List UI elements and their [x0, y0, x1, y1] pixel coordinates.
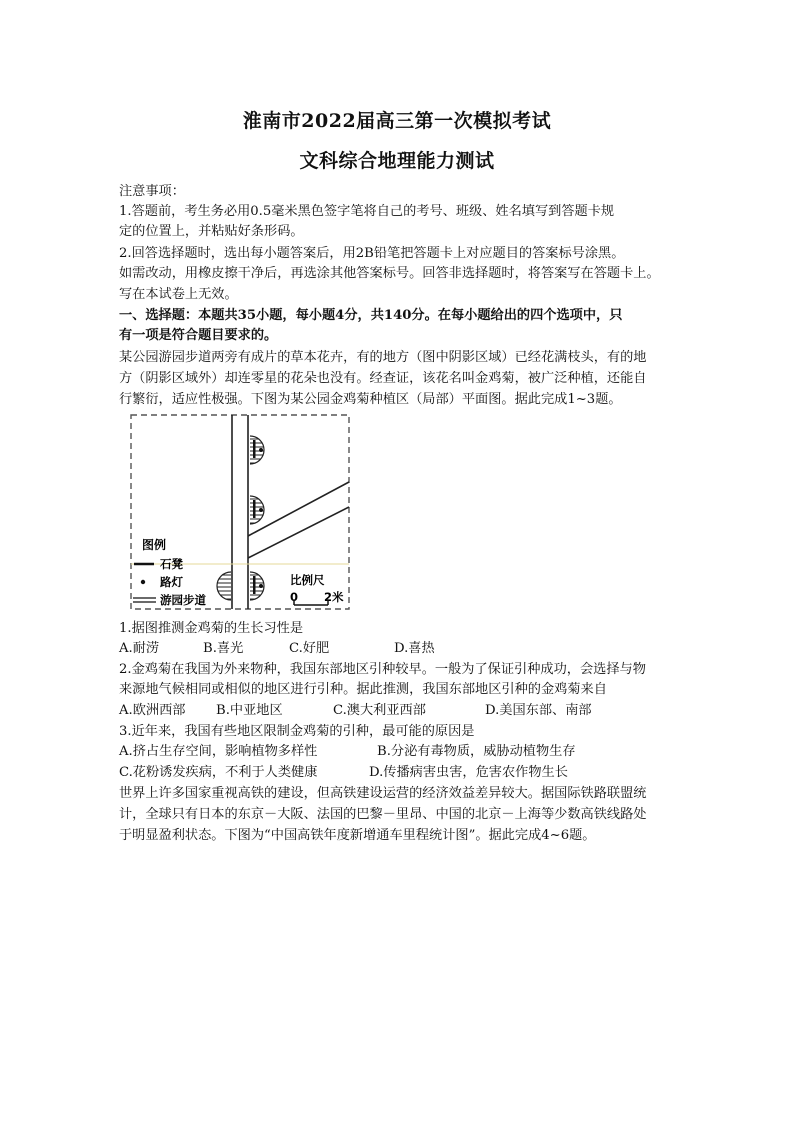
notice-item-1: 1.答题前，考生务必用0.5毫米黑色签字笔将自己的考号、班级、姓名填写到答题卡规 [119, 204, 615, 219]
q3-option-c: C.花粉诱发疾病，不利于人类健康 [119, 765, 318, 780]
section-heading-cont: 有一项是符合题目要求的。 [119, 328, 278, 343]
q1-option-c: C.好肥 [289, 641, 330, 656]
notice-item-2-end: 写在本试卷上无效。 [119, 287, 238, 302]
scale-title: 比例尺 [290, 573, 325, 587]
q3-option-d: D.传播病害虫害，危害农作物生长 [369, 765, 568, 780]
q2-option-b: B.中亚地区 [216, 703, 283, 718]
question-3-options-row2 [119, 763, 679, 783]
q1-option-a: A.耐涝 [119, 641, 160, 656]
question-2-stem-cont: 来源地气候相同或相似的地区进行引种。据此推测，我国东部地区引种的金鸡菊来自 [119, 682, 607, 697]
passage-2-line: 世界上许多国家重视高铁的建设，但高铁建设运营的经济效益差异较大。据国际铁路联盟统 [119, 786, 647, 801]
q3-option-a: A.挤占生存空间，影响植物多样性 [119, 744, 318, 759]
passage-2-line: 计，全球只有日本的东京－大阪、法国的巴黎－里昂、中国的北京－上海等少数高铁线路处 [119, 807, 647, 822]
question-1-stem: 1.据图推测金鸡菊的生长习性是 [119, 621, 304, 636]
scale-zero: 0 [290, 590, 299, 604]
flower-area-shaded [248, 439, 268, 463]
lamp-symbol [259, 508, 263, 512]
flower-area-shaded [248, 575, 268, 599]
q1-option-b: B.喜光 [203, 641, 244, 656]
exam-subtitle: 文科综合地理能力测试 [299, 150, 495, 172]
passage-1-line: 行繁衍，适应性极强。下图为某公园金鸡菊种植区（局部）平面图。据此完成1~3题。 [119, 392, 622, 407]
question-2-options [119, 701, 679, 721]
lamp-symbol [259, 448, 263, 452]
notice-heading: 注意事项： [119, 184, 185, 199]
question-1-options [119, 639, 679, 659]
q2-option-d: D.美国东部、南部 [485, 703, 592, 718]
question-3-options-row1 [119, 742, 679, 762]
branch-path-edge [248, 482, 349, 536]
q3-option-b: B.分泌有毒物质，威胁动植物生存 [377, 744, 576, 759]
legend-title: 图例 [142, 538, 167, 552]
notice-item-2: 2.回答选择题时，选出每小题答案后，用2B铅笔把答题卡上对应题目的答案标号涂黑。 [119, 246, 625, 261]
park-plan-map [128, 412, 352, 612]
notice-item-1-cont: 定的位置上，并粘贴好条形码。 [119, 224, 304, 239]
legend-path-label: 游园步道 [160, 593, 206, 607]
q2-option-a: A.欧洲西部 [119, 703, 186, 718]
passage-1-line: 方（阴影区域外）却连零星的花朵也没有。经查证，该花名叫金鸡菊，被广泛种植，还能自 [119, 371, 647, 386]
bench-symbol [253, 440, 256, 458]
flower-area-shaded [248, 499, 268, 523]
question-3-stem: 3.近年来，我国有些地区限制金鸡菊的引种，最可能的原因是 [119, 724, 475, 739]
lamp-symbol [259, 584, 263, 588]
section-heading: 一、选择题：本题共35小题，每小题4分，共140分。在每小题给出的四个选项中，只 [119, 308, 623, 323]
q1-option-d: D.喜热 [394, 641, 435, 656]
q2-option-c: C.澳大利亚西部 [333, 703, 426, 718]
bench-symbol [253, 500, 256, 518]
legend-bench-label: 石凳 [160, 557, 183, 571]
notice-item-2-cont: 如需改动，用橡皮擦干净后，再选涂其他答案标号。回答非选择题时，将答案写在答题卡上。 [119, 266, 660, 281]
passage-1-line: 某公园游园步道两旁有成片的草本花卉，有的地方（图中阴影区域）已经花满枝头，有的地 [119, 350, 647, 365]
exam-title: 淮南市2022届高三第一次模拟考试 [242, 110, 552, 132]
bench-symbol [253, 576, 256, 594]
legend-lamp-icon [141, 580, 145, 584]
passage-2-line: 于明显盈利状态。下图为“中国高铁年度新增通车里程统计图”。据此完成4~6题。 [119, 828, 596, 843]
park-plan-figure [128, 412, 352, 612]
question-2-stem: 2.金鸡菊在我国为外来物种，我国东部地区引种较早。一般为了保证引种成功，会选择与物 [119, 662, 646, 677]
legend-lamp-label: 路灯 [160, 575, 183, 589]
scale-value: 2米 [324, 590, 344, 604]
